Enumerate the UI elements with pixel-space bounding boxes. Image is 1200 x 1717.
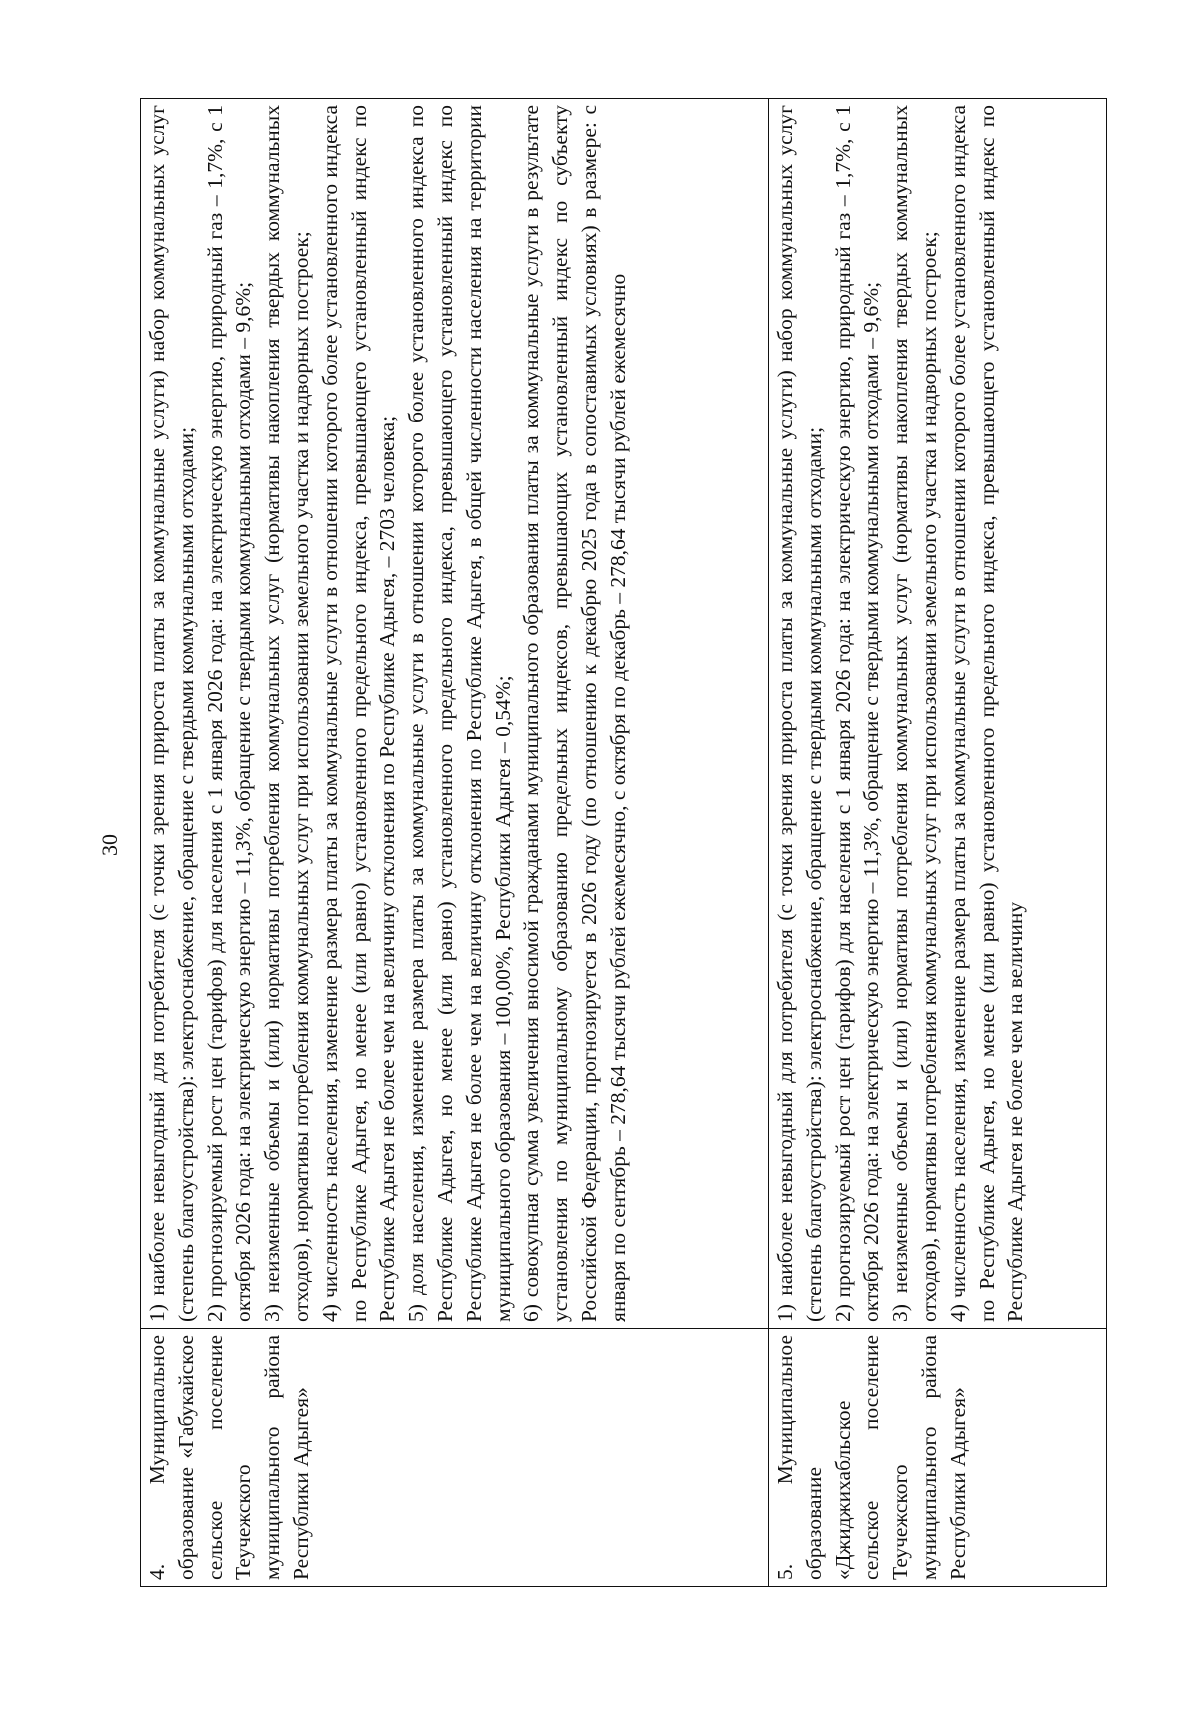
page-number: 30 — [97, 834, 122, 856]
table-row-municipality-4 — [141, 99, 769, 1587]
municipalities-table — [140, 98, 1107, 1587]
rotated-page-content — [140, 105, 1100, 1587]
condition-item-2: 2) прогнозируемый рост цен (тарифов) для населения с 1 января 2026 года: на электрическую энергию, природный газ – 1,7%, с 1 октября 2026 года: на электрическую энергию – 11,3%, обращение с твердыми коммунальными отходами – 9,6%; — [830, 105, 884, 1322]
municipality-name-cell: 4. Муниципальное образование «Габукайское сельское поселение Теучежского муниципального района Республики Адыгея» — [141, 1329, 769, 1587]
conditions-cell — [769, 99, 1107, 1329]
condition-item-5: 5) доля населения, изменение размера платы за коммунальные услуги в отношении которого более установленного индекса по Республике Адыгея, но менее (или равно) установленного предельного индекса, превышающего установленный индекс по Республике Адыгея не более чем на величину отклонения по Республике Адыгея, в общей численности населения на территории муниципального образования – 100,00%, Республики Адыгея – 0,54%; — [404, 105, 515, 1322]
conditions-cell — [141, 99, 769, 1329]
municipality-name-cell: 5. Муниципальное образование «Джиджихабльское сельское поселение Теучежского муниципального района Республики Адыгея» — [769, 1329, 1107, 1587]
condition-item-3: 3) неизменные объемы и (или) нормативы потребления коммунальных услуг (нормативы накопления твердых коммунальных отходов), нормативы потребления коммунальных услуг при использовании земельного участка и надворных построек; — [888, 105, 941, 1322]
condition-item-6: 6) совокупная сумма увеличения вносимой гражданами муниципального образования платы за коммунальные услуги в результате установления по муниципальному образованию предельных индексов, превышающих установленный индекс по субъекту Российской Федерации, прогнозируется в 2026 году (по отношению к декабрю 2025 года в сопоставимых условиях) в размере: с января по сентябрь – 278,64 тысячи рублей ежемесячно, с октября по декабрь – 278,64 тысячи рублей ежемесячно — [519, 105, 630, 1322]
condition-item-1: 1) наиболее невыгодный для потребителя (с точки зрения прироста платы за коммунальные услуги) набор коммунальных услуг (степень благоустройства): электроснабжение, обращение с твердыми коммунальными отходами; — [773, 105, 826, 1322]
condition-item-3: 3) неизменные объемы и (или) нормативы потребления коммунальных услуг (нормативы накопления твердых коммунальных отходов), нормативы потребления коммунальных услуг при использовании земельного участка и надворных построек; — [260, 105, 313, 1322]
condition-item-4: 4) численность населения, изменение размера платы за коммунальные услуги в отношении которого более установленного индекса по Республике Адыгея, но менее (или равно) установленного предельного индекса, превышающего установленный индекс по Республике Адыгея не более чем на величину — [945, 105, 1028, 1322]
condition-item-4: 4) численность населения, изменение размера платы за коммунальные услуги в отношении которого более установленного индекса по Республике Адыгея, но менее (или равно) установленного предельного индекса, превышающего установленный индекс по Республике Адыгея не более чем на величину отклонения по Республике Адыгея, – 2703 человека; — [317, 105, 400, 1322]
table-row-municipality-5 — [769, 99, 1107, 1587]
condition-item-2: 2) прогнозируемый рост цен (тарифов) для населения с 1 января 2026 года: на электрическую энергию, природный газ – 1,7%, с 1 октября 2026 года: на электрическую энергию – 11,3%, обращение с твердыми коммунальными отходами – 9,6%; — [202, 105, 256, 1322]
condition-item-1: 1) наиболее невыгодный для потребителя (с точки зрения прироста платы за коммунальные услуги) набор коммунальных услуг (степень благоустройства): электроснабжение, обращение с твердыми коммунальными отходами; — [145, 105, 198, 1322]
